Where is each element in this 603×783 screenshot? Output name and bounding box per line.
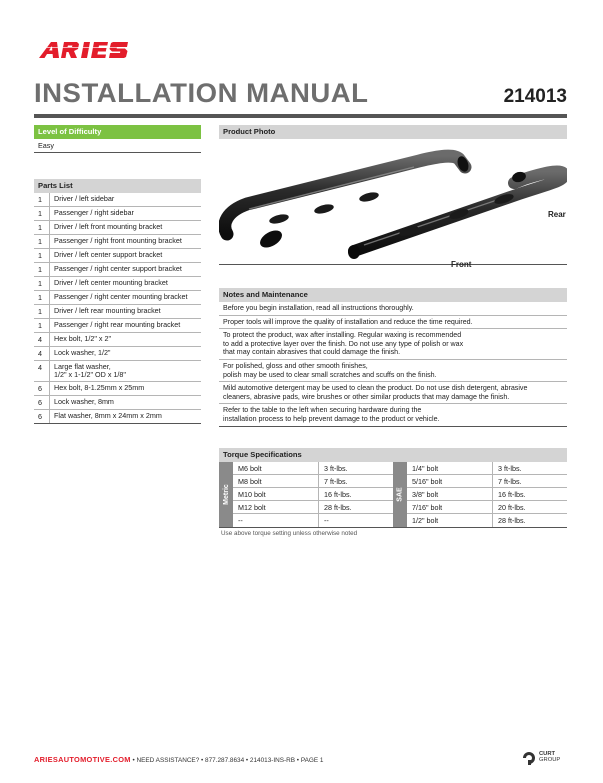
front-label: Front: [451, 260, 472, 269]
note-item: Proper tools will improve the quality of installation and reduce the time required.: [219, 316, 567, 330]
left-column: [34, 125, 201, 424]
part-description: Passenger / right front mounting bracket: [54, 236, 182, 245]
right-column: [219, 125, 567, 539]
metric-torque-row: [233, 501, 393, 514]
parts-list-row: [34, 221, 201, 235]
parts-list-table: [34, 193, 201, 424]
part-qty: 4: [34, 347, 50, 360]
parts-list-row: [34, 333, 201, 347]
bolt-size: 3/8" bolt: [407, 488, 493, 500]
torque-heading: Torque Specifications: [219, 448, 567, 462]
parts-list-row: [34, 291, 201, 305]
curt-group-logo-text: CURT GROUP: [539, 751, 561, 763]
product-photo-heading: Product Photo: [219, 125, 567, 139]
parts-list-row: [34, 347, 201, 361]
part-qty: 1: [34, 249, 50, 262]
torque-value: 16 ft-lbs.: [324, 489, 352, 499]
part-description: Driver / left center support bracket: [54, 250, 163, 259]
metric-table: [233, 462, 393, 527]
part-qty: 1: [34, 277, 50, 290]
part-qty: 1: [34, 235, 50, 248]
parts-list-row: [34, 207, 201, 221]
parts-list-row: [34, 319, 201, 333]
sidebar-photo-image: [219, 139, 567, 265]
metric-label: Metric: [219, 462, 233, 527]
parts-list-row: [34, 396, 201, 410]
part-description: Passenger / right center mounting bracket: [54, 292, 188, 301]
torque-note: Use above torque setting unless otherwise noted: [221, 529, 358, 537]
part-description: Lock washer, 1/2": [54, 348, 111, 357]
sae-label: SAE: [393, 462, 407, 527]
parts-list-row: [34, 193, 201, 207]
torque-value: 28 ft-lbs.: [324, 502, 352, 512]
document-title: INSTALLATION MANUAL: [34, 78, 369, 108]
part-qty: 1: [34, 291, 50, 304]
part-description: Lock washer, 8mm: [54, 397, 114, 407]
part-qty: 1: [34, 221, 50, 234]
footer-assist-text: • NEED ASSISTANCE? • 877.287.8634 • 214013-INS-RB • PAGE 1: [130, 757, 324, 764]
bolt-size: M6 bolt: [233, 462, 319, 474]
torque-value: 3 ft-lbs.: [324, 463, 348, 473]
part-qty: 4: [34, 361, 50, 381]
part-qty: 6: [34, 382, 50, 395]
torque-value: --: [324, 515, 329, 525]
note-item: To protect the product, wax after installing. Regular waxing is recommended to add a protective layer over the finish. Do not use any type of polish or wax that may contain abrasives that could damage the finish.: [219, 329, 567, 360]
part-description: Driver / left sidebar: [54, 194, 115, 203]
metric-block: [219, 462, 393, 527]
parts-list-row: [34, 305, 201, 319]
bolt-size: 5/16" bolt: [407, 475, 493, 487]
bolt-size: M12 bolt: [233, 501, 319, 513]
sae-torque-row: [407, 514, 567, 527]
torque-value: 7 ft-lbs.: [324, 476, 348, 486]
torque-value: 16 ft-lbs.: [498, 489, 526, 499]
part-qty: 1: [34, 263, 50, 276]
difficulty-section: [34, 125, 201, 153]
website-link[interactable]: ARIESAUTOMOTIVE.COM: [34, 755, 131, 764]
metric-torque-row: [233, 514, 393, 527]
torque-value: 20 ft-lbs.: [498, 502, 526, 512]
part-qty: 6: [34, 410, 50, 423]
difficulty-heading: Level of Difficulty: [34, 125, 201, 139]
sae-torque-row: [407, 501, 567, 514]
rear-label: Rear: [548, 210, 566, 219]
notes-section: [219, 288, 567, 427]
torque-section: [219, 448, 567, 539]
metric-torque-row: [233, 475, 393, 488]
bolt-size: --: [233, 514, 319, 527]
parts-list-section: [34, 179, 201, 424]
note-item: Mild automotive detergent may be used to clean the product. Do not use dish detergent, abrasive cleaners, abrasive pads, wire brushes or other similar products that may damage the finish.: [219, 382, 567, 404]
parts-list-row: [34, 249, 201, 263]
title-divider: [34, 114, 567, 118]
aries-logo: [37, 40, 137, 60]
bolt-size: 1/4" bolt: [407, 462, 493, 474]
notes-heading: Notes and Maintenance: [219, 288, 567, 302]
parts-list-row: [34, 263, 201, 277]
bolt-size: 7/16" bolt: [407, 501, 493, 513]
difficulty-value: Easy: [34, 139, 201, 153]
part-description: Driver / left front mounting bracket: [54, 222, 163, 231]
footer: [34, 755, 323, 764]
part-qty: 1: [34, 207, 50, 220]
part-qty: 1: [34, 305, 50, 318]
metric-torque-row: [233, 488, 393, 501]
parts-list-row: [34, 361, 201, 382]
note-item: Refer to the table to the left when securing hardware during the installation process to help prevent damage to the product or vehicle.: [219, 404, 567, 426]
part-number: 214013: [503, 86, 567, 107]
parts-list-row: [34, 277, 201, 291]
part-description: Driver / left rear mounting bracket: [54, 306, 161, 315]
bolt-size: M8 bolt: [233, 475, 319, 487]
part-qty: 6: [34, 396, 50, 409]
torque-table: [219, 462, 567, 528]
part-description: Passenger / right sidebar: [54, 208, 134, 217]
torque-value: 3 ft-lbs.: [498, 463, 522, 473]
notes-list: [219, 302, 567, 427]
part-description: Driver / left center mounting bracket: [54, 278, 168, 287]
part-qty: 4: [34, 333, 50, 346]
note-item: For polished, gloss and other smooth finishes, polish may be used to clear small scratches and scuffs on the finish.: [219, 360, 567, 382]
part-description: Hex bolt, 1/2" x 2": [54, 334, 112, 343]
note-item: Before you begin installation, read all instructions thoroughly.: [219, 302, 567, 316]
part-description: Passenger / right center support bracket: [54, 264, 182, 273]
sae-torque-row: [407, 462, 567, 475]
part-description: Flat washer, 8mm x 24mm x 2mm: [54, 411, 162, 421]
product-photo: [219, 139, 567, 269]
part-qty: 1: [34, 193, 50, 206]
part-qty: 1: [34, 319, 50, 332]
parts-list-row: [34, 410, 201, 424]
metric-torque-row: [233, 462, 393, 475]
sae-torque-row: [407, 475, 567, 488]
parts-list-row: [34, 382, 201, 396]
sae-table: [407, 462, 567, 527]
bolt-size: 1/2" bolt: [407, 514, 493, 527]
part-description: Passenger / right rear mounting bracket: [54, 320, 181, 329]
parts-list-row: [34, 235, 201, 249]
sae-block: [393, 462, 567, 527]
sae-torque-row: [407, 488, 567, 501]
part-description: Large flat washer, 1/2" x 1-1/2" OD x 1/8": [54, 362, 126, 380]
product-photo-section: [219, 125, 567, 269]
bolt-size: M10 bolt: [233, 488, 319, 500]
part-description: Hex bolt, 8-1.25mm x 25mm: [54, 383, 145, 393]
torque-value: 28 ft-lbs.: [498, 515, 526, 525]
torque-value: 7 ft-lbs.: [498, 476, 522, 486]
parts-list-heading: Parts List: [34, 179, 201, 193]
